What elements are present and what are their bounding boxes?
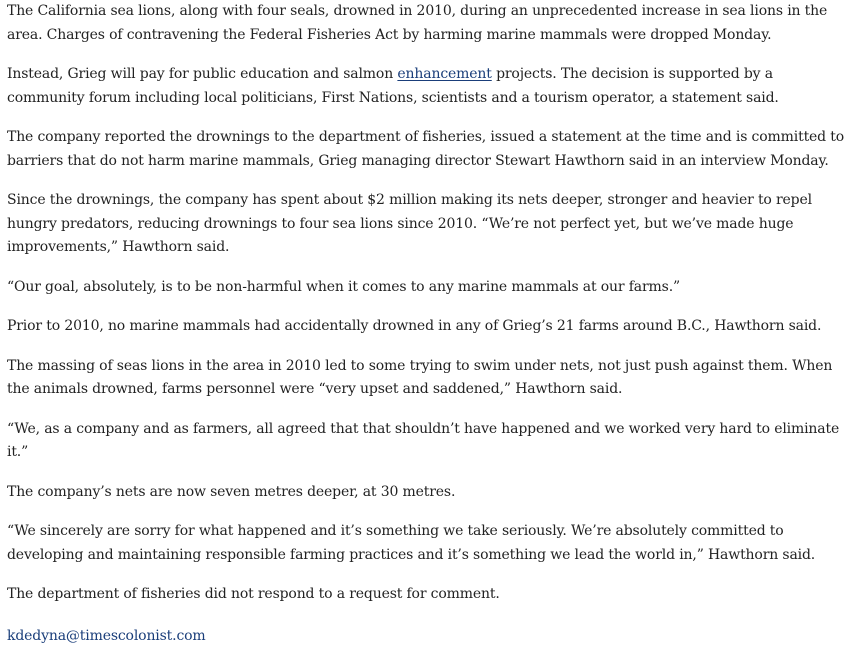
paragraph-massing-of-sea-lions: The massing of seas lions in the area in 2010 led to some trying to swim under nets, not just push against them. When the animals drowned, farms personnel were “very upset and saddened,” Hawthorn said. (7, 357, 833, 397)
paragraph-quote-goal: “Our goal, absolutely, is to be non-harmful when it comes to any marine mammals at our farms.” (7, 278, 681, 295)
paragraph-text: projects. The decision is supported by a community forum including local politicians, First Nations, scientists and a tourism operator, a statement said. (7, 66, 779, 106)
paragraph-text: Instead, Grieg will pay for public education and salmon (7, 66, 398, 82)
enhancement-link[interactable]: enhancement (397, 66, 492, 82)
paragraph-nets-deeper: The company’s nets are now seven metres deeper, at 30 metres. (7, 483, 456, 500)
paragraph-no-response: The department of fisheries did not respond to a request for comment. (7, 586, 500, 602)
author-email-line (7, 625, 845, 649)
paragraph-quote-sorry: “We sincerely are sorry for what happened and it’s something we take seriously. We’re absolutely committed to developing and maintaining responsible farming practices and it’s something we lead the world in,” Hawthorn said. (7, 523, 816, 563)
author-email-link[interactable]: kdedyna@timescolonist.com (7, 627, 206, 644)
paragraph-public-education (7, 63, 845, 110)
paragraph-since-drownings: Since the drownings, the company has spent about $2 million making its nets deeper, stronger and heavier to repel hungry predators, reducing drownings to four sea lions since 2010. “We’re not perfect yet, but we’ve made huge improvements,” Hawthorn said. (7, 192, 812, 255)
paragraph-quote-farmers: “We, as a company and as farmers, all agreed that that shouldn’t have happened and we worked very hard to eliminate it.” (7, 420, 840, 460)
paragraph-company-reported: The company reported the drownings to the department of fisheries, issued a statement at the time and is committed to barriers that do not harm marine mammals, Grieg managing director Stewart Hawthorn said in an interview Monday. (7, 129, 845, 169)
paragraph-prior-to-2010: Prior to 2010, no marine mammals had accidentally drowned in any of Grieg’s 21 farms around B.C., Hawthorn said. (7, 318, 822, 334)
paragraph-sea-lions-drowned: The California sea lions, along with four seals, drowned in 2010, during an unprecedented increase in sea lions in the area. Charges of contravening the Federal Fisheries Act by harming marine mammals were dropped Monday. (7, 3, 828, 43)
article-body (7, 0, 845, 664)
